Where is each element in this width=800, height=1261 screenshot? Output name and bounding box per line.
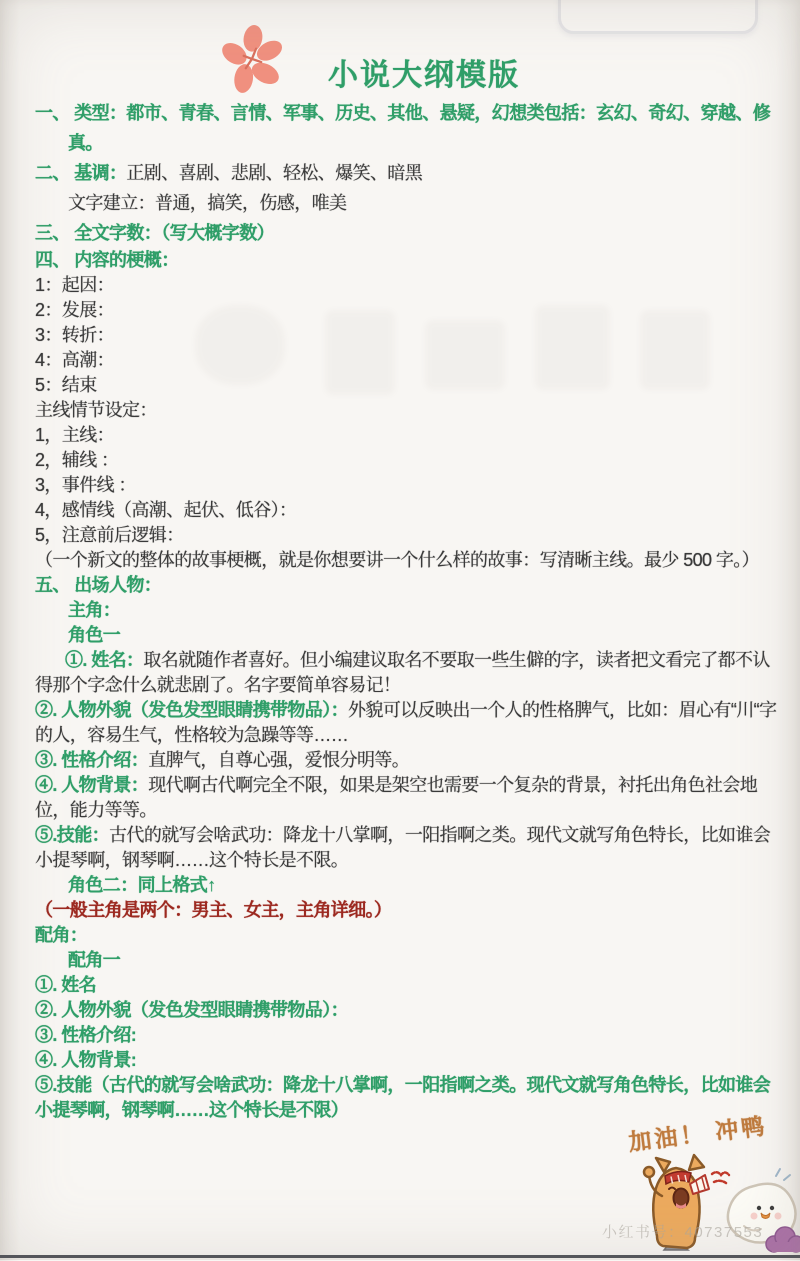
main-role-label: 主角：: [68, 600, 121, 620]
text-style-line: 文字建立：普通，搞笑，伤感，唯美: [68, 193, 347, 213]
section-5-heading: 五、 出场人物：: [35, 575, 162, 595]
plotline-logic: 5，注意前后逻辑：: [35, 525, 184, 545]
role1-label: 角色一: [68, 625, 121, 645]
synopsis-item-twist: 3：转折：: [35, 325, 115, 345]
synopsis-item-development: 2：发展：: [35, 300, 115, 320]
synopsis-item-ending: 5：结束: [35, 375, 97, 395]
role1-name-line: [35, 648, 784, 698]
plotline-sub: 2，辅线 ：: [35, 450, 119, 470]
page-title: 小说大纲模版: [328, 59, 520, 92]
document-body: [0, 98, 800, 1123]
support-background: ④. 人物背景:: [35, 1050, 137, 1070]
support-appearance: ②. 人物外貌（发色发型眼睛携带物品）：: [35, 1000, 349, 1020]
main-roles-red-note: （一般主角是两个：男主、女主，主角详细。）: [35, 900, 392, 920]
role2-line: 角色二：同上格式↑: [68, 875, 216, 895]
support-personality: ③. 性格介绍:: [35, 1025, 137, 1045]
role1-appearance-label: ②. 人物外貌（发色发型眼睛携带物品）：: [35, 700, 349, 720]
plotline-main: 1，主线：: [35, 425, 115, 445]
synopsis-note: （一个新文的整体的故事梗概，就是你想要讲一个什么样的故事：写清晰主线。最少 500 字。）: [35, 550, 760, 570]
role1-skill-label: ⑤.技能：: [35, 825, 110, 845]
role1-background-text: 现代啊古代啊完全不限，如果是架空也需要一个复杂的背景，衬托出角色社会地位，能力等等。: [35, 775, 758, 820]
section-3-wordcount: 三、 全文字数：（写大概字数）: [35, 223, 274, 243]
role1-name-text: 取名就随作者喜好。但小编建议取名不要取一些生僻的字，读者把文看完了都不认得那个字念什么就悲剧了。名字要简单容易记！: [35, 650, 770, 695]
cheer-text: 加油！ 冲鸭: [627, 1112, 769, 1156]
support-skill: ⑤.技能（古代的就写会啥武功：降龙十八掌啊，一阳指啊之类。现代文就写角色特长，比如谁会小提琴啊，钢琴啊……这个特长是不限）: [35, 1075, 771, 1120]
bottom-border: [0, 1255, 800, 1258]
role1-background-line: [35, 773, 784, 823]
support-label: 配角：: [35, 925, 88, 945]
role1-personality-line: [35, 748, 784, 773]
role1-personality-label: ③. 性格介绍：: [35, 750, 149, 770]
plotline-heading: 主线情节设定：: [35, 400, 157, 420]
section-4-heading: 四、 内容的梗概：: [35, 250, 179, 270]
plotline-event: 3，事件线 ：: [35, 475, 136, 495]
section-2-tone: [35, 158, 784, 188]
role1-personality-text: 直脾气，自尊心强，爱恨分明等。: [148, 750, 410, 770]
flower-icon: [221, 24, 287, 98]
support-role1-label: 配角一: [68, 950, 121, 970]
plotline-emotion: 4，感情线（高潮、起伏、低谷）：: [35, 500, 297, 520]
xiaohongshu-watermark: 小红书号：40737553: [602, 1224, 764, 1241]
role1-skill-text: 古代的就写会啥武功：降龙十八掌啊，一阳指啊之类。现代文就写角色特长，比如谁会小提琴啊，钢琴啊……这个特长是不限。: [35, 825, 771, 870]
role1-appearance-text: 外貌可以反映出一个人的性格脾气，比如：眉心有“川“字的人，容易生气，性格较为急躁等等……: [35, 700, 777, 745]
role1-name-label: ①. 姓名：: [65, 650, 144, 670]
synopsis-item-climax: 4：高潮：: [35, 350, 115, 370]
support-name: ①. 姓名: [35, 975, 97, 995]
role1-skill-line: [35, 823, 784, 873]
section-2-label: 二、 基调：: [35, 163, 127, 183]
role1-background-label: ④. 人物背景：: [35, 775, 149, 795]
section-2-value: 正剧、喜剧、悲剧、轻松、爆笑、暗黑: [126, 163, 423, 183]
section-1-type: 一、 类型：都市、青春、言情、军事、历史、其他、悬疑，幻想类包括：玄幻、奇幻、穿越、修真。: [35, 103, 771, 153]
synopsis-item-cause: 1：起因：: [35, 275, 115, 295]
document-header: [0, 0, 800, 98]
role1-appearance-line: [35, 698, 784, 748]
